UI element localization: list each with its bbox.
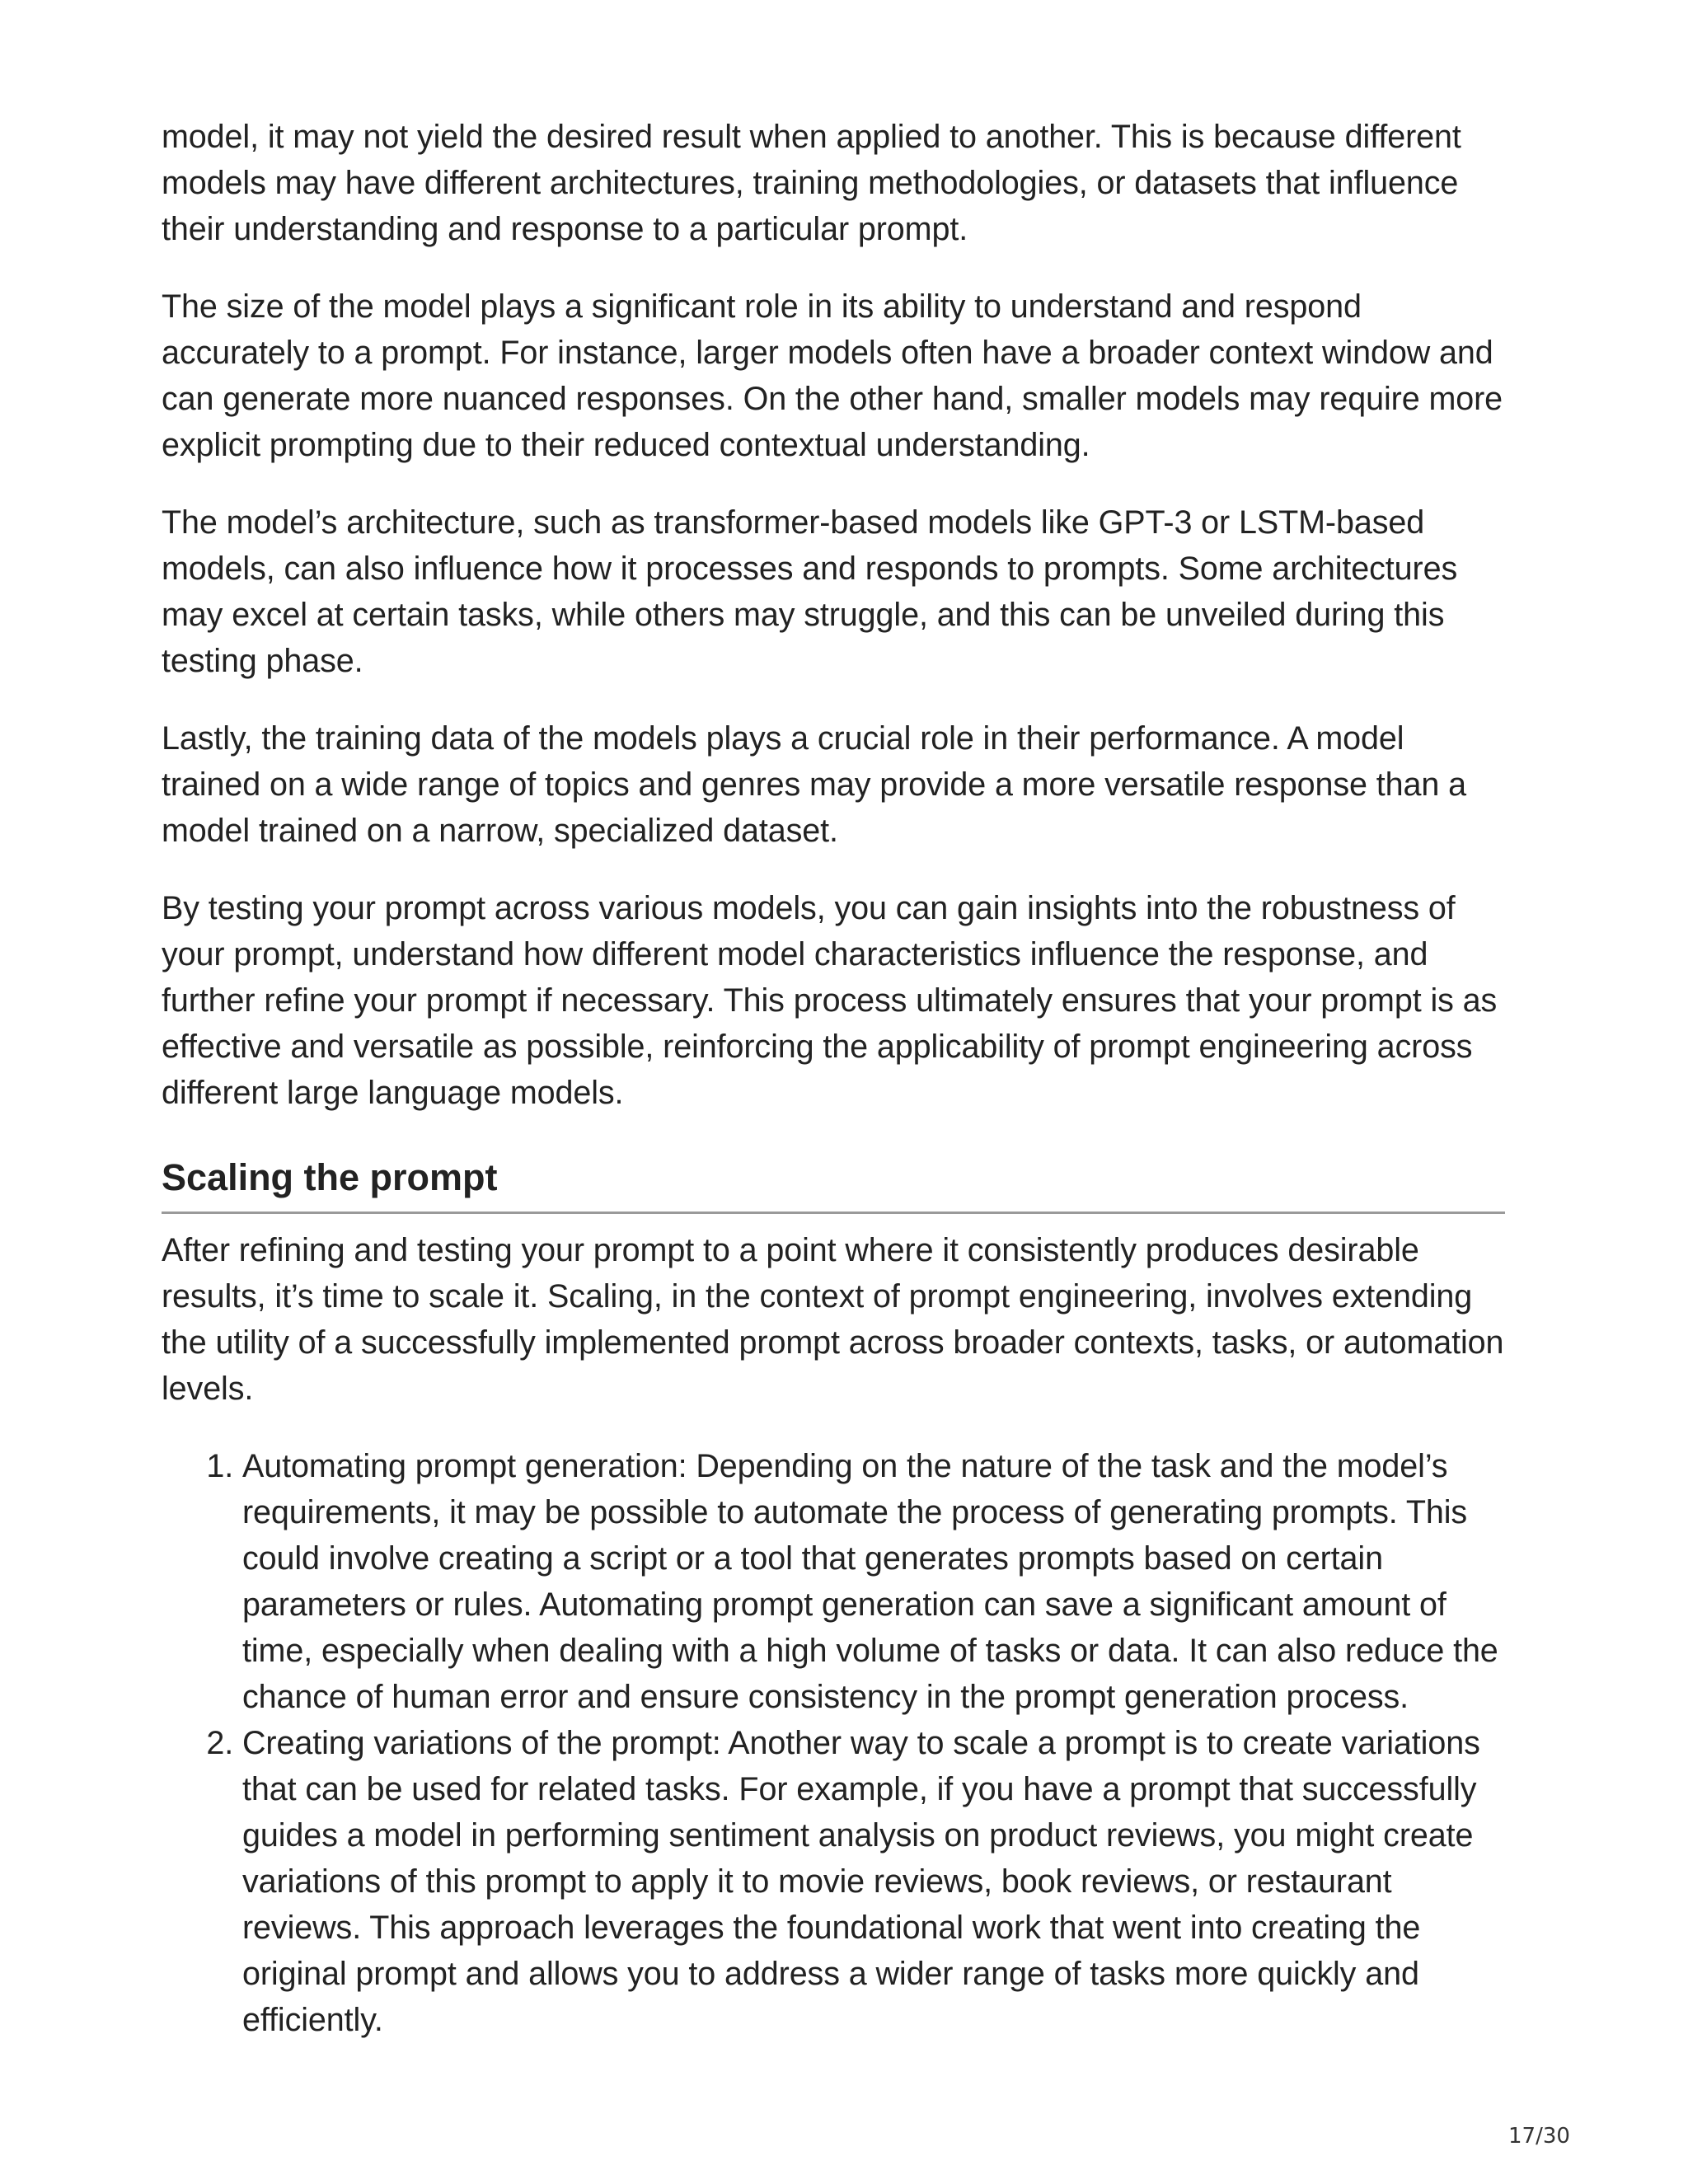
paragraph-scaling-intro: After refining and testing your prompt to a point where it consistently produces desirable results, it’s time to scale it. Scaling, in the context of prompt engineering, involves extending the utility of a successfully implemented prompt across broader contexts, tasks, or automation levels.	[162, 1232, 1504, 1407]
paragraph-model-size: The size of the model plays a significant role in its ability to understand and respond accurately to a prompt. For instance, larger models often have a broader context window and can generate more nuanced responses. On the other hand, smaller models may require more explicit prompting due to their reduced contextual understanding.	[162, 288, 1503, 463]
page-number: 17/30	[1508, 2124, 1570, 2149]
section-heading-scaling: Scaling the prompt	[162, 1152, 1505, 1214]
scaling-steps-list	[162, 1443, 1505, 2043]
paragraph-model-differences: model, it may not yield the desired result when applied to another. This is because different models may have different architectures, training methodologies, or datasets that influence their understanding and response to a particular prompt.	[162, 119, 1461, 247]
list-item: 1. Automating prompt generation: Depending on the nature of the task and the model’s requirements, it may be possible to automate the process of generating prompts. This could involve creating a script or a tool that generates prompts based on certain parameters or rules. Automating prompt generation can save a significant amount of time, especially when dealing with a high volume of tasks or data. It can also reduce the chance of human error and ensure consistency in the prompt generation process.	[242, 1443, 1505, 1720]
paragraph-testing-summary: By testing your prompt across various models, you can gain insights into the robustness of your prompt, understand how different model characteristics influence the response, and further refine your prompt if necessary. This process ultimately ensures that your prompt is as effective and versatile as possible, reinforcing the applicability of prompt engineering across different large language models.	[162, 890, 1498, 1111]
paragraph-training-data: Lastly, the training data of the models plays a crucial role in their performance. A model trained on a wide range of topics and genres may provide a more versatile response than a model trained on a narrow, specialized dataset.	[162, 720, 1467, 849]
list-item: 2. Creating variations of the prompt: Another way to scale a prompt is to create variations that can be used for related tasks. For example, if you have a prompt that successfully guides a model in performing sentiment analysis on product reviews, you might create variations of this prompt to apply it to movie reviews, book reviews, or restaurant reviews. This approach leverages the foundational work that went into creating the original prompt and allows you to address a wider range of tasks more quickly and efficiently.	[242, 1720, 1505, 2043]
page-content	[162, 114, 1505, 2043]
paragraph-model-architecture: The model’s architecture, such as transformer-based models like GPT-3 or LSTM-based models, can also influence how it processes and responds to prompts. Some architectures may excel at certain tasks, while others may struggle, and this can be unveiled during this testing phase.	[162, 504, 1458, 679]
